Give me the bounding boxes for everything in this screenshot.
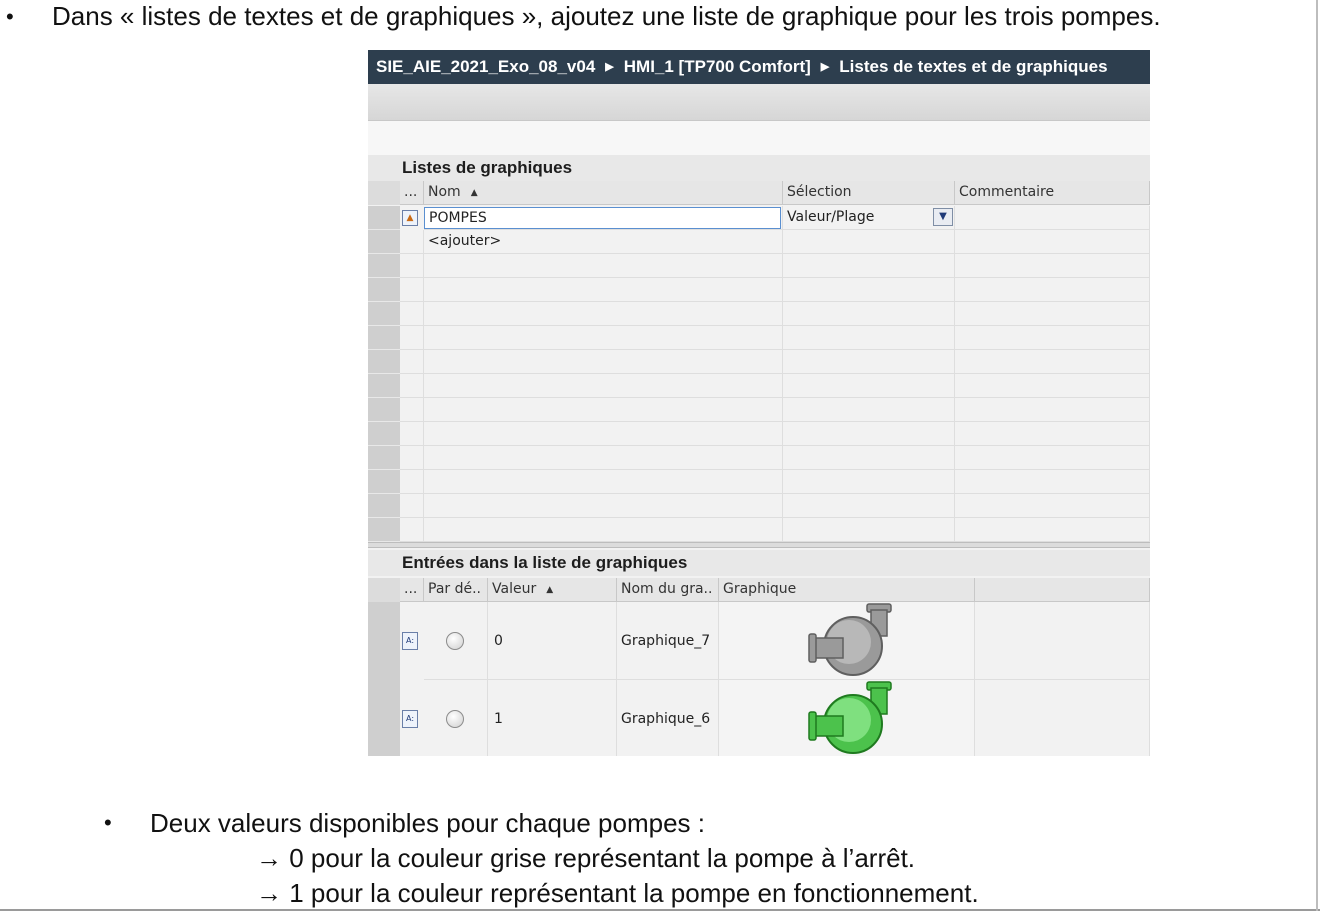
empty-cell	[955, 374, 1150, 398]
col-selection[interactable]: Sélection	[783, 181, 955, 205]
empty-cell	[955, 446, 1150, 470]
empty-cell	[783, 422, 955, 446]
empty-cell	[783, 374, 955, 398]
empty-cell	[424, 518, 783, 542]
empty-table-row[interactable]	[368, 422, 1150, 446]
empty-cell	[955, 398, 1150, 422]
row-gutter[interactable]	[368, 398, 400, 422]
slide-bullet-1: Dans « listes de textes et de graphiques », ajoutez une liste de graphique pour les trois pompes.	[52, 1, 1161, 31]
empty-cell	[955, 326, 1150, 350]
table-row[interactable]	[368, 206, 1150, 230]
row-gutter[interactable]	[368, 422, 400, 446]
breadcrumb-device[interactable]: HMI_1 [TP700 Comfort]	[623, 57, 811, 76]
empty-table-row[interactable]	[368, 326, 1150, 350]
row-gutter[interactable]	[368, 302, 400, 326]
row-gutter[interactable]	[368, 326, 400, 350]
pump-gray-icon	[805, 602, 895, 680]
entries-col-graphic-name[interactable]: Nom du gra..	[617, 578, 719, 602]
slide-line-3: → 0 pour la couleur grise représentant la pompe à l’arrêt.	[256, 843, 916, 873]
row-gutter[interactable]	[368, 494, 400, 518]
breadcrumb-project[interactable]: SIE_AIE_2021_Exo_08_v04	[376, 57, 596, 76]
empty-cell	[400, 302, 424, 326]
empty-table-row[interactable]	[368, 374, 1150, 398]
empty-cell	[783, 350, 955, 374]
empty-cell	[783, 494, 955, 518]
empty-cell	[400, 470, 424, 494]
graphic-list-icon: ▲	[402, 210, 418, 226]
bullet-marker: •	[104, 810, 112, 835]
entries-title: Entrées dans la liste de graphiques	[368, 550, 1150, 576]
empty-cell	[400, 374, 424, 398]
breadcrumb-arrow-icon: ▶	[820, 61, 830, 73]
entries-col-value-label: Valeur	[492, 581, 537, 597]
name-input[interactable]: POMPES	[424, 207, 781, 229]
empty-cell	[424, 350, 783, 374]
empty-cell	[955, 470, 1150, 494]
empty-cell	[783, 470, 955, 494]
col-name-label: Nom	[428, 184, 461, 200]
empty-cell	[955, 422, 1150, 446]
breadcrumb	[368, 50, 1150, 84]
empty-cell	[400, 326, 424, 350]
entries-col-value[interactable]	[488, 578, 617, 602]
empty-cell	[783, 446, 955, 470]
breadcrumb-arrow-icon: ▶	[605, 61, 614, 73]
bullet-marker: •	[6, 4, 14, 29]
selection-value: Valeur/Plage	[787, 209, 875, 225]
empty-cell	[400, 350, 424, 374]
header-gutter	[368, 578, 400, 602]
sort-asc-icon: ▲	[470, 188, 478, 198]
empty-cell	[424, 302, 783, 326]
breadcrumb-page[interactable]: Listes de textes et de graphiques	[839, 57, 1108, 76]
default-radio[interactable]	[446, 632, 464, 650]
graphic-cell[interactable]	[719, 680, 975, 756]
empty-table-row[interactable]	[368, 518, 1150, 542]
empty-cell	[424, 494, 783, 518]
empty-cell	[783, 326, 955, 350]
entries-col-graphic[interactable]: Graphique	[719, 578, 975, 602]
entries-col-default[interactable]: Par dé..	[424, 578, 488, 602]
empty-cell	[975, 680, 1150, 756]
empty-cell	[400, 398, 424, 422]
empty-table-row[interactable]	[368, 350, 1150, 374]
empty-cell	[975, 602, 1150, 680]
add-row-link[interactable]: <ajouter>	[424, 230, 783, 254]
comment-cell[interactable]	[955, 206, 1150, 230]
empty-cell	[424, 398, 783, 422]
empty-cell	[955, 350, 1150, 374]
row-gutter[interactable]	[368, 254, 400, 278]
toolbar	[368, 84, 1150, 121]
row-gutter[interactable]	[368, 680, 400, 756]
empty-cell	[424, 254, 783, 278]
value-cell[interactable]: 1	[488, 680, 617, 756]
col-comment[interactable]: Commentaire	[955, 181, 1150, 205]
col-name[interactable]	[424, 181, 783, 205]
default-cell	[424, 602, 488, 680]
slide-bullet-2: Deux valeurs disponibles pour chaque pompes :	[150, 808, 706, 838]
empty-table-row[interactable]	[368, 278, 1150, 302]
table-row-add[interactable]	[368, 230, 1150, 254]
default-cell	[424, 680, 488, 756]
pane-splitter[interactable]	[368, 542, 1150, 548]
empty-cell	[424, 278, 783, 302]
empty-cell	[400, 446, 424, 470]
entry-row[interactable]	[368, 602, 1150, 680]
empty-cell	[424, 326, 783, 350]
entry-edit-icon: A:	[402, 710, 418, 728]
empty-cell	[400, 422, 424, 446]
empty-table-row[interactable]	[368, 470, 1150, 494]
graphic-lists-title: Listes de graphiques	[368, 155, 1150, 181]
empty-cell	[783, 518, 955, 542]
graphic-name-cell[interactable]: Graphique_7	[617, 602, 719, 680]
row-gutter[interactable]	[368, 230, 400, 254]
entry-row[interactable]	[368, 680, 1150, 756]
row-gutter[interactable]	[368, 374, 400, 398]
empty-cell	[783, 230, 955, 254]
empty-cell	[783, 398, 955, 422]
bottom-divider	[0, 909, 1320, 911]
empty-cell	[400, 278, 424, 302]
empty-cell	[424, 422, 783, 446]
value-cell[interactable]: 0	[488, 602, 617, 680]
entries-col-more[interactable]: ...	[400, 578, 424, 602]
entries-col-empty	[975, 578, 1150, 602]
empty-cell	[400, 254, 424, 278]
row-gutter[interactable]	[368, 350, 400, 374]
row-gutter[interactable]	[368, 206, 400, 230]
empty-cell	[955, 254, 1150, 278]
empty-table-row[interactable]	[368, 446, 1150, 470]
graphic-name-cell[interactable]: Graphique_6	[617, 680, 719, 756]
col-more[interactable]: ...	[400, 181, 424, 205]
empty-cell	[955, 494, 1150, 518]
empty-cell	[400, 494, 424, 518]
empty-table-row[interactable]	[368, 494, 1150, 518]
empty-cell	[783, 302, 955, 326]
graphic-cell[interactable]	[719, 602, 975, 680]
row-gutter[interactable]	[368, 602, 400, 680]
row-gutter[interactable]	[368, 470, 400, 494]
name-cell-wrap	[424, 206, 783, 230]
editor-blank-area	[368, 121, 1150, 155]
empty-cell	[783, 254, 955, 278]
empty-cell	[955, 302, 1150, 326]
empty-cell	[955, 278, 1150, 302]
row-gutter[interactable]	[368, 446, 400, 470]
empty-cell	[424, 470, 783, 494]
empty-table-row[interactable]	[368, 302, 1150, 326]
tia-portal-screenshot	[368, 50, 1150, 756]
row-gutter[interactable]	[368, 278, 400, 302]
row-gutter[interactable]	[368, 518, 400, 542]
empty-cell	[400, 518, 424, 542]
sort-asc-icon: ▲	[546, 585, 554, 595]
chevron-down-icon[interactable]: ▼	[933, 208, 953, 226]
pump-green-icon	[805, 680, 895, 756]
empty-cell	[955, 230, 1150, 254]
empty-cell	[783, 278, 955, 302]
selection-cell[interactable]	[783, 206, 955, 230]
header-gutter	[368, 181, 400, 205]
empty-table-row[interactable]	[368, 398, 1150, 422]
empty-cell	[400, 230, 424, 254]
empty-cell	[955, 518, 1150, 542]
default-radio[interactable]	[446, 710, 464, 728]
empty-table-row[interactable]	[368, 254, 1150, 278]
empty-cell	[424, 374, 783, 398]
entry-edit-icon: A:	[402, 632, 418, 650]
slide-line-4: → 1 pour la couleur représentant la pompe en fonctionnement.	[256, 878, 979, 908]
right-divider	[1316, 0, 1318, 911]
empty-cell	[424, 446, 783, 470]
